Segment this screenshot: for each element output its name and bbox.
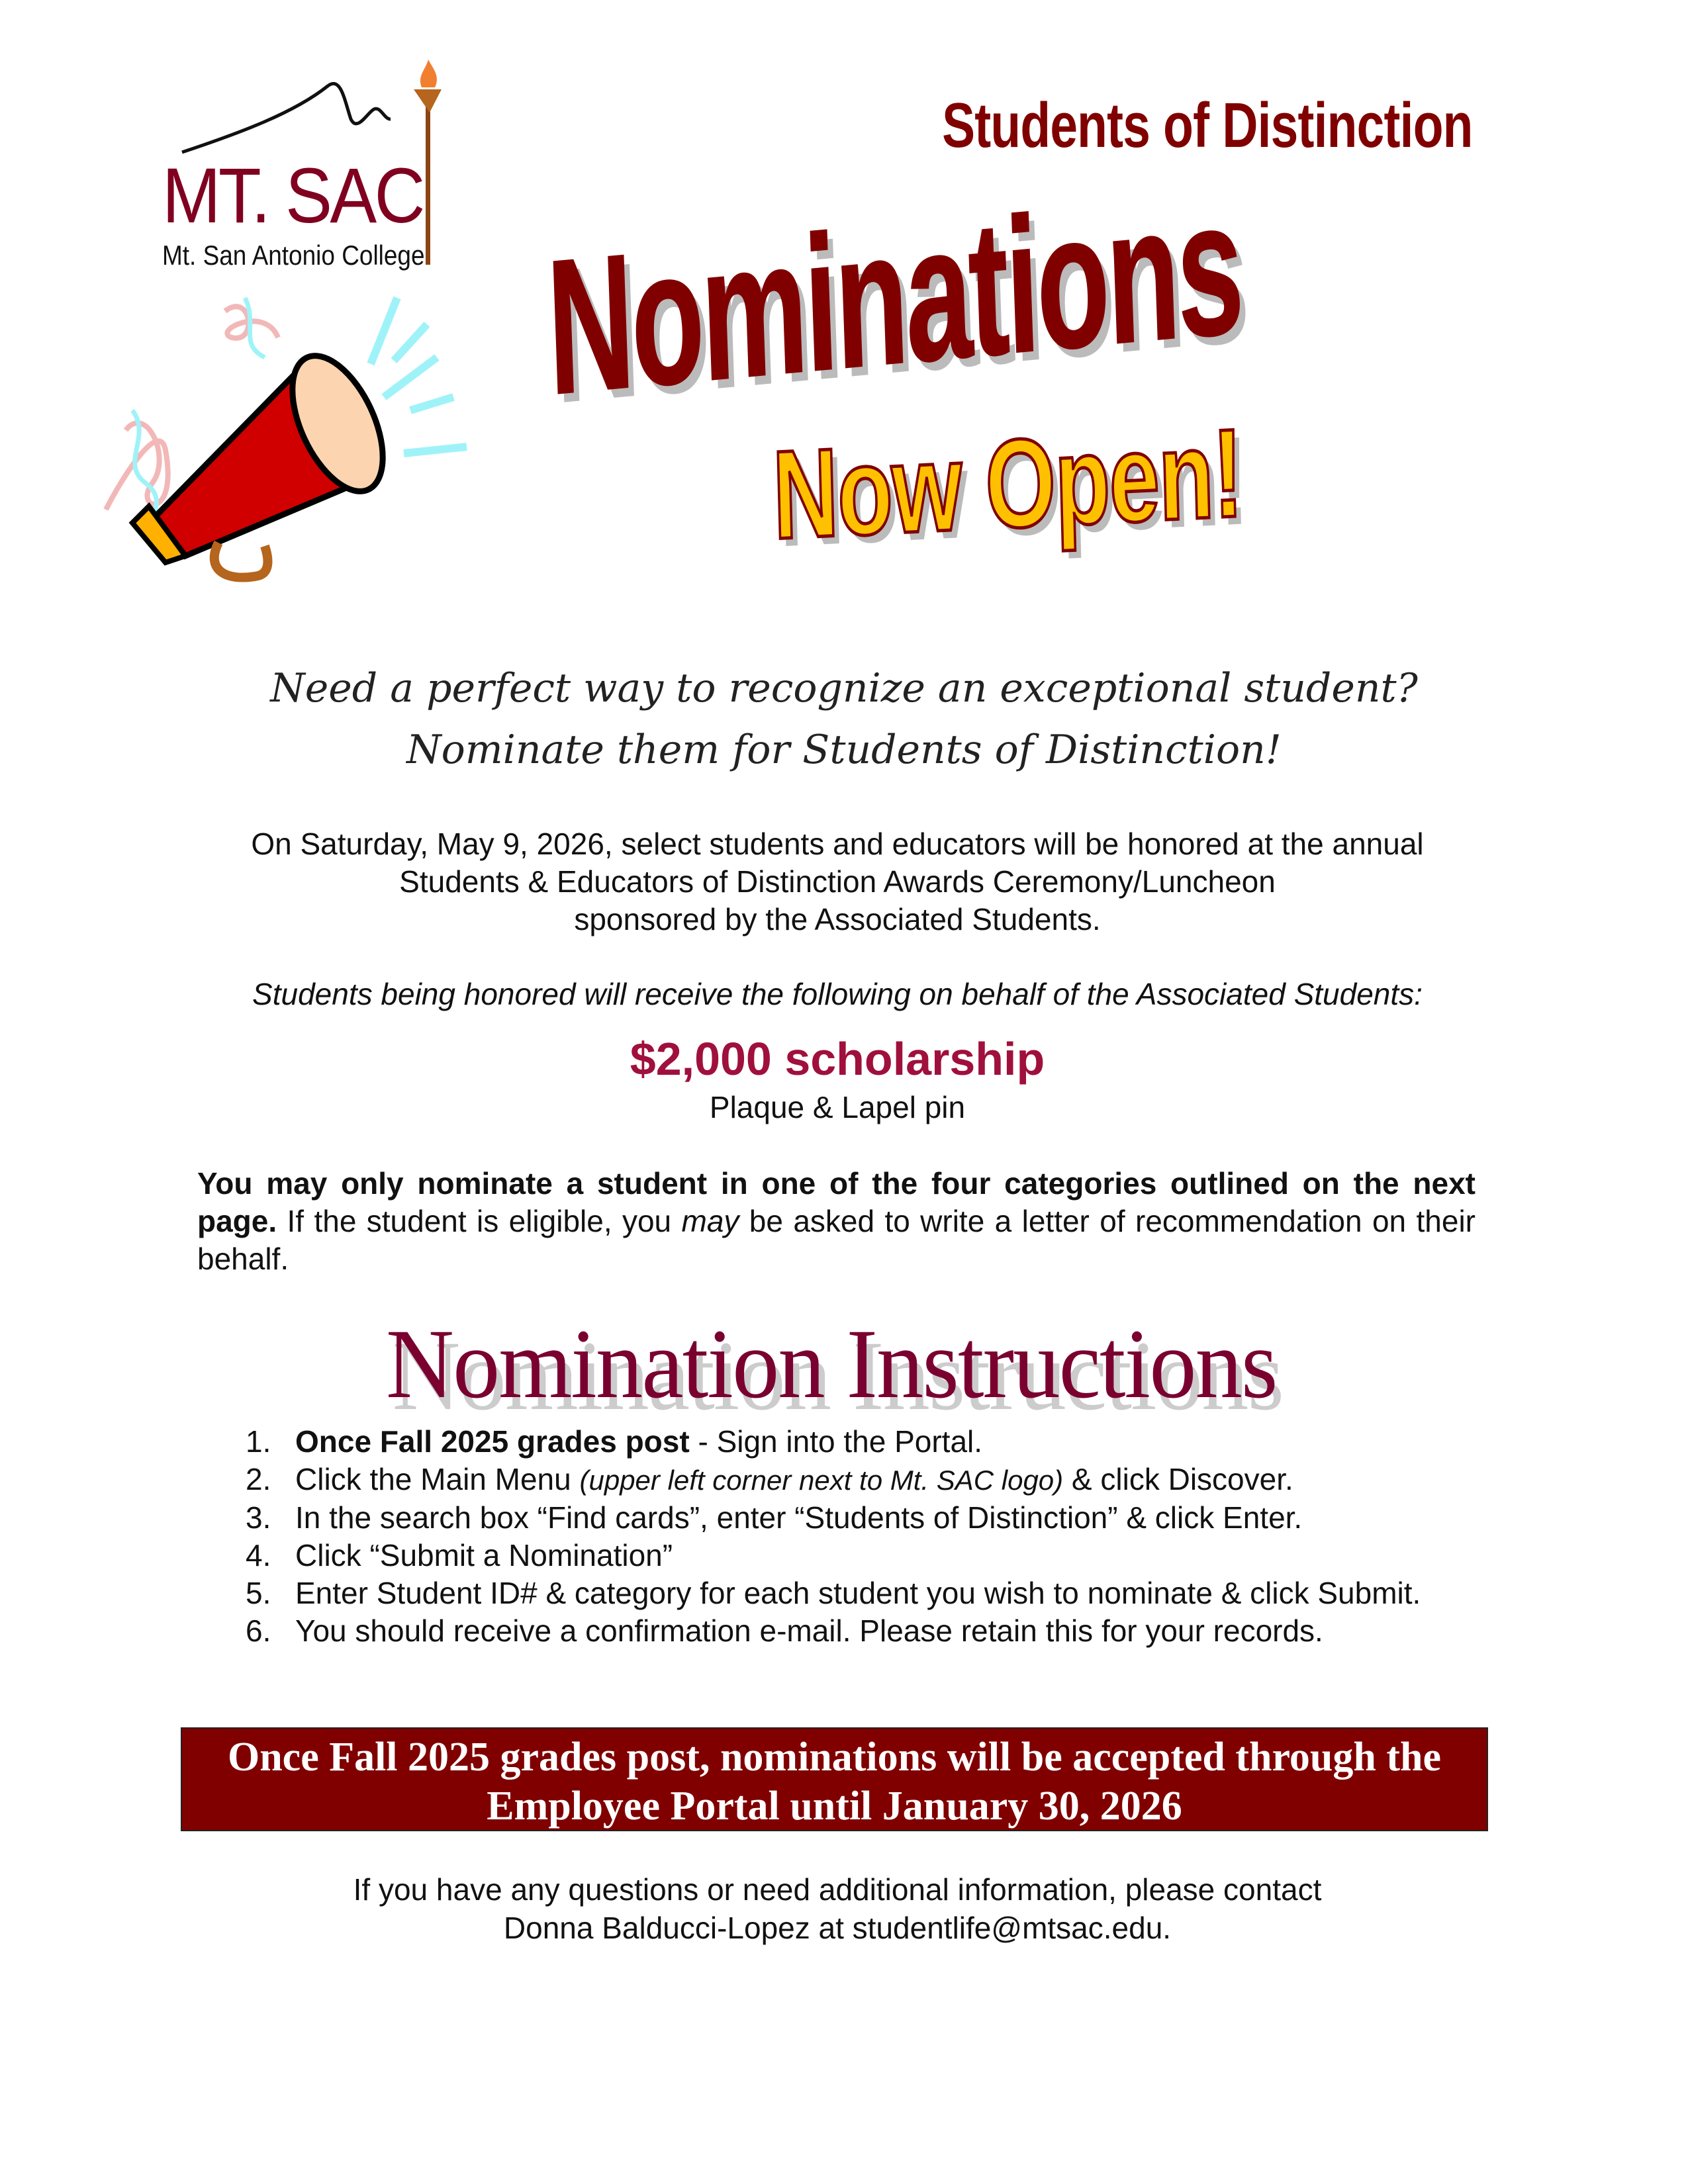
awards-lead: Students being honored will receive the following on behalf of the Associated Students:	[252, 977, 1423, 1011]
banner-line2: Employee Portal until January 30, 2026	[487, 1784, 1182, 1829]
step-text2: & click Discover.	[1063, 1462, 1293, 1496]
award-items: Plaque & Lapel pin	[709, 1090, 966, 1124]
logo-name: MT. SAC	[162, 152, 423, 240]
rules-text2: be asked to write a letter of recommendation on their behalf.	[197, 1204, 1476, 1276]
step-number: 4.	[246, 1538, 271, 1572]
rules-bold: You may only nominate a student in one of the four categories outlined on the next page.	[197, 1166, 1476, 1238]
rules-text1: If the student is eligible, you	[277, 1204, 682, 1238]
page-header-title: Students of Distinction	[942, 90, 1473, 161]
tagline-line1: Need a perfect way to recognize an exceptional student?	[270, 665, 1418, 711]
step-text: Enter Student ID# & category for each student you wish to nominate & click Submit.	[295, 1576, 1421, 1610]
step-number: 5.	[246, 1576, 271, 1610]
step-text: Click “Submit a Nomination”	[295, 1538, 673, 1572]
step-text: In the search box “Find cards”, enter “Students of Distinction” & click Enter.	[295, 1500, 1303, 1535]
rules-emph: may	[681, 1204, 739, 1238]
step-italic: (upper left corner next to Mt. SAC logo)	[579, 1465, 1064, 1496]
headline-now-open: Now Open!	[771, 402, 1244, 566]
deadline-banner	[181, 1727, 1488, 1831]
step-number: 6.	[246, 1614, 271, 1648]
intro-line1: On Saturday, May 9, 2026, select students and educators will be honored at the annual	[251, 827, 1424, 861]
list-item	[246, 1574, 1476, 1612]
instructions-list	[246, 1423, 1476, 1650]
step-number: 2.	[246, 1462, 271, 1496]
logo-subtitle: Mt. San Antonio College	[162, 240, 425, 271]
step-text: You should receive a confirmation e-mail. Please retain this for your records.	[295, 1614, 1323, 1648]
step-number: 3.	[246, 1500, 271, 1535]
megaphone-icon	[93, 285, 543, 589]
nomination-rules	[197, 1165, 1476, 1278]
contact-line2: Donna Balducci-Lopez at studentlife@mtsac.edu.	[503, 1911, 1172, 1945]
list-item	[246, 1423, 1476, 1461]
list-item	[246, 1461, 1476, 1499]
step-text: Click the Main Menu	[295, 1462, 580, 1496]
list-item	[246, 1612, 1476, 1650]
instructions-title: Nomination Instructions	[386, 1309, 1277, 1419]
step-number: 1.	[246, 1424, 271, 1459]
intro-line3: sponsored by the Associated Students.	[574, 902, 1101, 936]
tagline-line2: Nominate them for Students of Distinction!	[406, 727, 1282, 773]
intro-line2: Students & Educators of Distinction Awards Ceremony/Luncheon	[399, 864, 1276, 899]
list-item	[246, 1499, 1476, 1537]
headline-nominations: Nominations	[544, 158, 1244, 435]
list-item	[246, 1537, 1476, 1574]
step-bold: Once Fall 2025 grades post	[295, 1424, 690, 1459]
step-text: - Sign into the Portal.	[689, 1424, 983, 1459]
scholarship-amount: $2,000 scholarship	[630, 1033, 1045, 1085]
banner-line1: Once Fall 2025 grades post, nominations will be accepted through the	[227, 1735, 1442, 1780]
contact-line1: If you have any questions or need additional information, please contact	[353, 1872, 1322, 1907]
